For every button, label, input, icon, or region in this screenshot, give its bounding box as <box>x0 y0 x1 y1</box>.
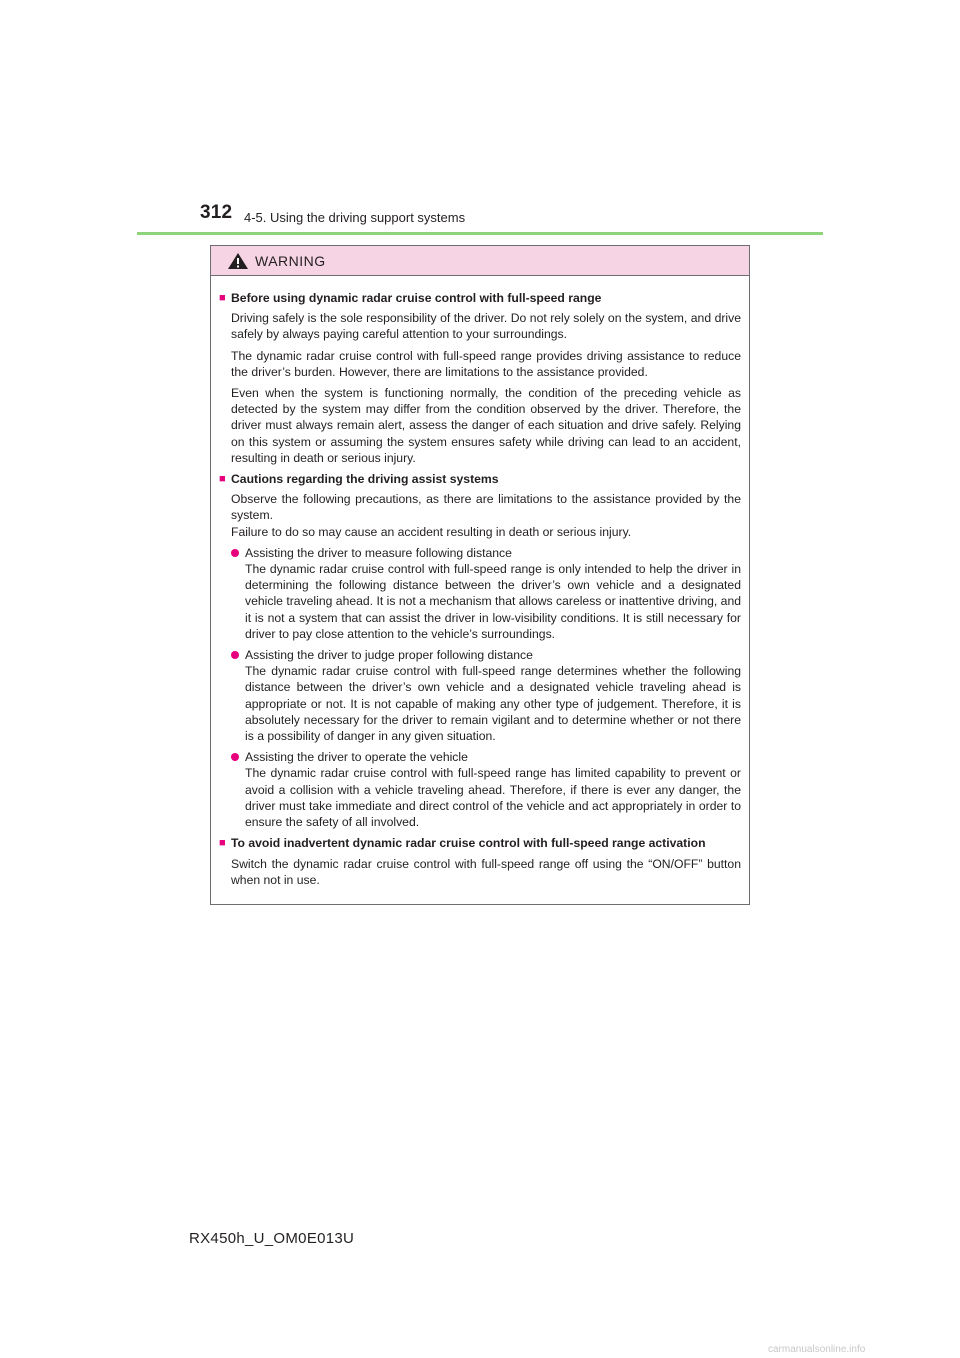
list-item <box>231 545 741 642</box>
paragraph: Observe the following precautions, as there are limitations to the assistance provided by the system. <box>231 492 741 523</box>
warning-title: WARNING <box>255 252 326 269</box>
page-header <box>0 0 960 240</box>
watermark: carmanualsonline.info <box>768 1344 866 1355</box>
section-title: 4-5. Using the driving support systems <box>244 210 466 225</box>
section-heading: ■ Before using dynamic radar cruise control with full-speed range <box>219 291 602 305</box>
list-item <box>231 749 741 830</box>
warning-box <box>210 245 750 905</box>
list-item-title: Assisting the driver to operate the vehicle <box>245 750 468 765</box>
warning-header <box>211 246 749 276</box>
paragraph: Even when the system is functioning normally, the condition of the preceding vehicle as detected by the system may differ from the condition observed by the driver. Therefore, the driver must always remain alert, assess the danger of each situation and drive safely. Relying on this system or assuming the system ensures safety while driving can lead to an accident, resulting in death or serious injury. <box>231 386 741 465</box>
warning-body <box>211 276 749 888</box>
section-heading: ■ Cautions regarding the driving assist systems <box>219 472 499 487</box>
list-item-text: The dynamic radar cruise control with full-speed range has limited capability to prevent or avoid a collision with a vehicle traveling ahead. Therefore, if there is ever any danger, the driver must take immediate and direct control of the vehicle and act appropriately in order to ensure the safety of all involved. <box>245 766 741 830</box>
list-item-text: The dynamic radar cruise control with full-speed range is only intended to help the driver in determining the following distance between the driver’s own vehicle and a designated vehicle traveling ahead. It is not a mechanism that allows careless or inattentive driving, and it is not a system that can assist the driver in low-visibility conditions. It is still necessary for driver to pay close attention to the vehicle’s surroundings. <box>245 562 741 641</box>
document-code: RX450h_U_OM0E013U <box>189 1230 355 1247</box>
list-item <box>231 647 741 744</box>
circle-bullet-icon <box>231 651 239 659</box>
paragraph: Driving safely is the sole responsibility of the driver. Do not rely solely on the system, and drive safely by always paying careful attention to your surroundings. <box>231 311 741 342</box>
paragraph: The dynamic radar cruise control with full-speed range provides driving assistance to reduce the driver’s burden. However, there are limitations to the assistance provided. <box>231 348 741 379</box>
paragraph: Switch the dynamic radar cruise control with full-speed range off using the “ON/OFF” button when not in use. <box>231 856 741 887</box>
warning-triangle-icon <box>227 252 249 270</box>
warning-section <box>219 835 741 888</box>
section-heading: ■ To avoid inadvertent dynamic radar cruise control with full-speed range activation <box>219 836 706 851</box>
list-item-text: The dynamic radar cruise control with full-speed range determines whether the following distance between the driver’s own vehicle and a designated vehicle traveling ahead is appropriate or not. It is not capable of making any other type of judgement. Therefore, it is absolutely necessary for the driver to remain vigilant and to determine whether or not there is a possibility of danger in any given situation. <box>245 664 741 744</box>
paragraph: Failure to do so may cause an accident resulting in death or serious injury. <box>231 524 632 539</box>
page-number: 312 <box>200 202 233 223</box>
square-bullet-icon: ■ <box>219 473 226 486</box>
circle-bullet-icon <box>231 753 239 761</box>
warning-section <box>219 471 741 830</box>
list-item-title: Assisting the driver to judge proper following distance <box>245 648 533 663</box>
square-bullet-icon: ■ <box>219 837 226 850</box>
warning-section <box>219 290 741 466</box>
circle-bullet-icon <box>231 549 239 557</box>
square-bullet-icon: ■ <box>219 292 226 304</box>
header-divider <box>137 232 823 235</box>
list-item-title: Assisting the driver to measure following distance <box>245 545 512 560</box>
